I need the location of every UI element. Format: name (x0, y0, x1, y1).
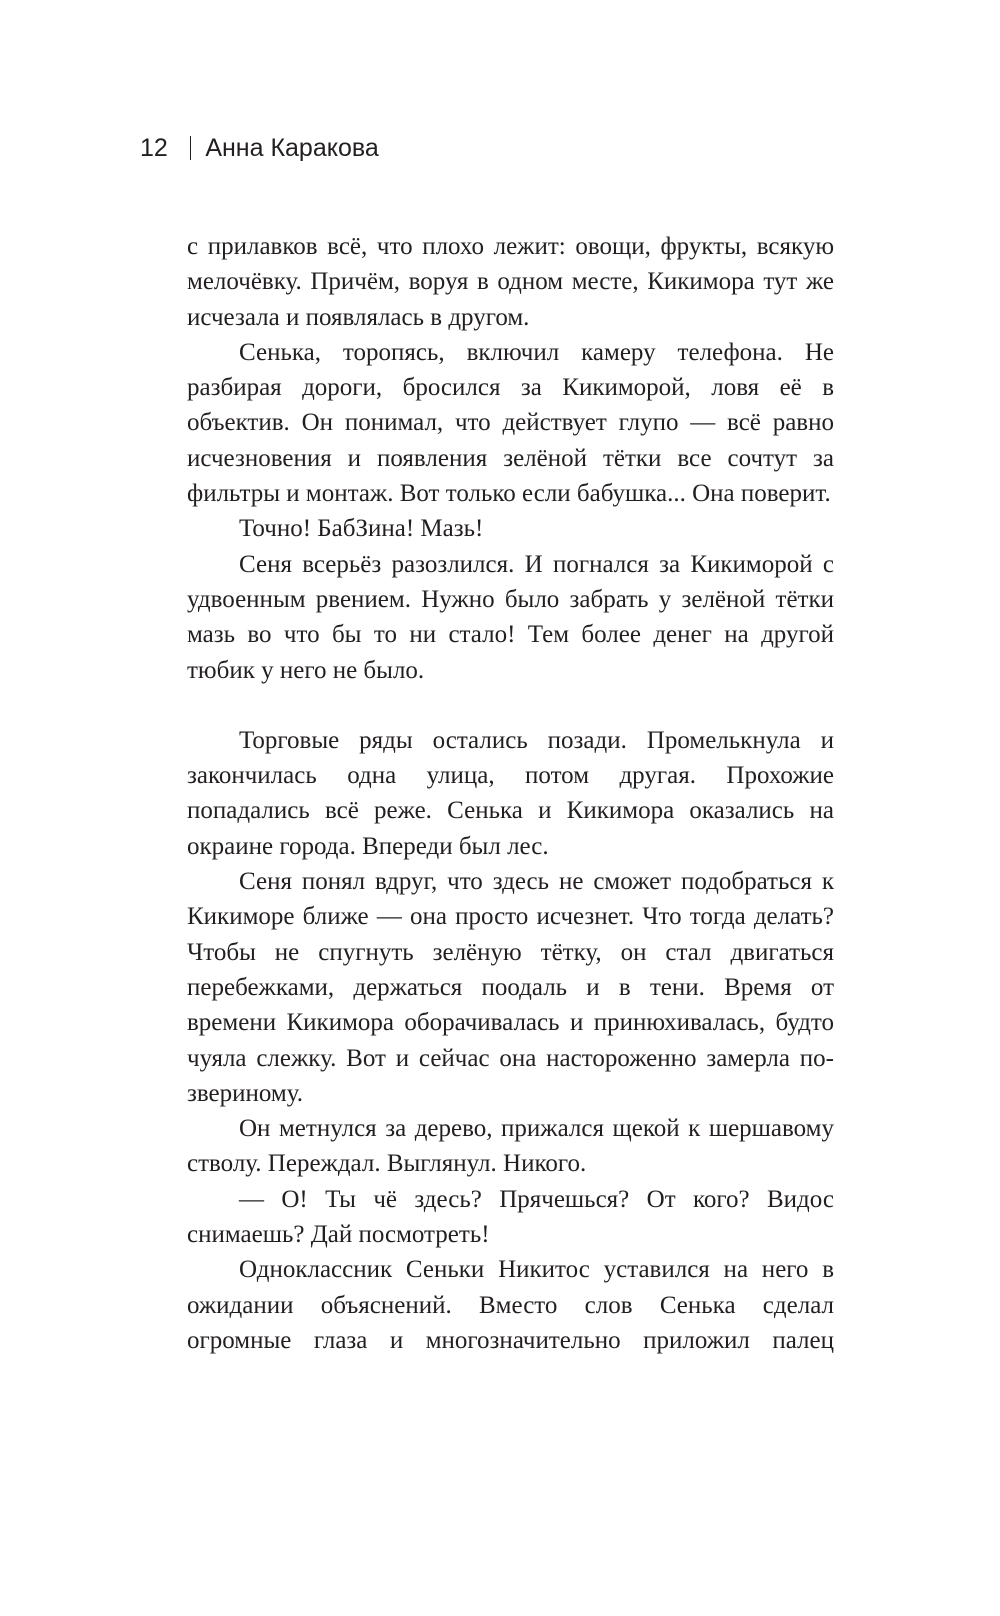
paragraph: Сеня понял вдруг, что здесь не сможет подобраться к Кикиморе ближе — она просто исчезнет. Что тогда делать? Чтобы не спугнуть зелёную тётку, он стал двигаться перебежками, держаться поодаль и в тени. Время от времени Кикимора оборачивалась и принюхивалась, будто чуяла слежку. Вот и сейчас она настороженно замерла по-звериному. (187, 868, 834, 1107)
paragraph: Он метнулся за дерево, прижался щекой к шершавому стволу. Переждал. Выглянул. Никого. (187, 1115, 834, 1178)
running-header (140, 128, 379, 168)
page-number: 12 (140, 133, 168, 162)
dialogue-line: — О! Ты чё здесь? Прячешься? От кого? Видос снимаешь? Дай посмотреть! (187, 1185, 834, 1249)
header-divider (190, 136, 192, 160)
paragraph: Точно! БабЗина! Мазь! (239, 515, 484, 543)
section-break (187, 688, 834, 723)
author-name: Анна Каракова (205, 133, 379, 162)
paragraph: Сеня всерьёз разозлился. И погнался за Кикиморой с удвоенным рвением. Нужно было забрать у зелёной тётки мазь во что бы то ни стало! Тем более денег на другой тюбик у него не было. (187, 550, 834, 684)
paragraph: Сенька, торопясь, включил камеру телефона. Не разбирая дороги, бросился за Кикиморой, ловя её в объектив. Он понимал, что действует глупо — всё равно исчезновения и появления зелёной тётки все сочтут за фильтры и монтаж. Вот только если бабушка... Она поверит. (187, 338, 834, 508)
paragraph: Торговые ряды остались позади. Промелькнула и закончилась одна улица, потом другая. Прохожие попадались всё реже. Сенька и Кикимора оказались на окраине города. Впереди был лес. (187, 726, 834, 860)
body-text (187, 229, 834, 1358)
paragraph-continuation: с прилавков всё, что плохо лежит: овощи, фрукты, всякую мелочёвку. Причём, воруя в одном месте, Кикимора тут же исчезала и появлялась в другом. (187, 233, 834, 331)
paragraph-continued: Одноклассник Сеньки Никитос уставился на него в ожидании объяснений. Вместо слов Сенька сделал огромные глаза и многозначительно приложил палец (187, 1256, 834, 1354)
